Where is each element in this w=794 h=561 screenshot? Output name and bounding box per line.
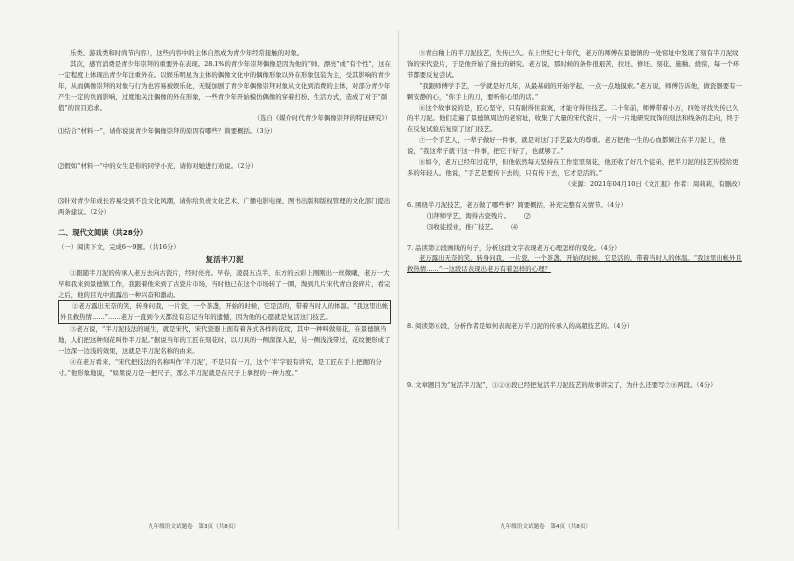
story-paragraph: ⑧如今，老万已经年过花甲，但他依然每天坚持在工作室里刻花，他还收了好几个徒弟，把半刀泥的技艺传授给更多的年轻人。他说，“手艺是要传下去的，只有传下去，它才是活的。” [407,158,739,177]
left-page [58,48,391,379]
story-paragraph: ⑤青白釉上的半刀泥技艺，失传已久。在上世纪七十年代，老万的师傅在景德镇的一处窑址中发现了刻有半刀泥纹饰的宋代瓷片，于是他开始了漫长的研究。老万说，那时候的条件很艰苦，拉坯、修坯、刻花、施釉、烧窑，每一个环节都要反复尝试。 [407,49,740,79]
page-footer-right: 九年级语文试题卷 第4页（共8页） [500,524,592,530]
question-5-1: ⑴结合“材料一”，请你说说青少年偶像崇拜的原因有哪些？简要概括。（3分） [58,127,277,136]
answer-space[interactable] [58,172,391,194]
option-2[interactable]: ⑵ [524,211,531,220]
page-footer-left: 九年级语文试题卷 第3页（共8页） [148,524,240,530]
story-paragraph: ③老万说，“半刀泥技法的诞生，就是宋代，宋代瓷器上面有着各式各样的花纹，其中一种叫做刻花，在景德镇当地，人们把这种刻花叫作半刀泥。”据说当年的工匠在刻花时，以刀具的一侧深深入泥，另一侧浅浅带过，花纹便形成了一边深一边浅的效果，这就是半刀泥名称的由来。 [58,325,391,356]
story-paragraph: ⑥这个故事说的是，匠心坚守，只有耐得住寂寞，才能守得住技艺。二十年前，师傅带着小万，四处寻找失传已久的半刀泥。他们走遍了景德镇周边的老窑址，收集了大量的宋代瓷片，一片一片地研究纹饰的刻法和线条的走向，终于在反复试验后复原了这门技艺。 [407,103,740,134]
answer-space[interactable] [407,275,744,319]
question-8: 8. 阅读第⑥段，分析作者是如何表现老万半刀泥的传承人的高超技艺的。（4分） [407,322,634,331]
story-paragraph-underlined: ②老万露出无奈的笑，转身问我，一片瓷，一个茶盏，开始的时候，它是活的，带着当时人的体温。“我这里出帐外且救热情……”……老万一直到今天都没有忘记当年的遗憾，因为他的心愿就是复活这门技艺。 [58,300,391,324]
question-5-2: ⑵假如“材料一”中的女生是你的同学小充，请你对她进行劝说。（2分） [58,162,258,171]
source-citation: （选自《媒介时代青少年偶像崇拜的特征研究》） [253,114,391,123]
question-6-options [407,211,744,222]
story-title: 复活半刀泥 [205,254,244,264]
question-5-3: ⑶针对青少年成长容易受到不良文化风潮，请你给负责文化艺术、广播电影电视、图书出版和版权管理的文化部门提出两条建议。（2分） [58,197,391,217]
page-fold-divider [398,30,399,530]
question-6-options [407,222,744,233]
option-4[interactable]: ⑷ [511,222,518,231]
question-9: 9. 文章题目为“复活半刀泥”，①②⑧段已经把复活半刀泥技艺的故事讲完了，为什么还要写⑦⑧两段。（4分） [407,381,717,390]
question-7-quote: 老万露出无奈的笑，转身问我，一片瓷，一个茶盏，开始的时候，它是活的，带着当时人的体温。“我这里出帐外且救热情……”一这段话表现出老万有着怎样的心理？ [407,254,742,274]
story-paragraph: ①跟随半刀泥的传承人老万去向古瓷片，经时亮亮。早春，凌晨五点半，东方的云彩上刚刚出一丝微曦，老万一大早和我来到景德镇工作，我跟着他来到了古瓷片市场，当时他已在这个市场转了一圈，淘到几片宋代青白瓷碎片，看完之后，他的目光中流露出一种兴奋和激动。 [58,268,391,299]
question-7: 7. 品读第②段画线的句子，分析这段文字表现老万心理怎样的变化。（4分） [407,243,621,252]
sub-heading: （一）阅读下文，完成6～9题。（共16分） [58,242,180,251]
story-paragraph: “我跟师傅学手艺，一学就是好几年，从最基础的开始学起，一点一点地摸索。”老万说，师傅告诉他，做瓷器要有一颗安静的心，“你手上的刀，要听你心里的话。” [407,81,742,101]
source-citation: （来源：2021年04月10日《文汇报》作者：周莉莉，有删改） [564,179,744,188]
option-3: ⑶收徒授业，推广技艺。 [427,222,498,231]
option-1: ⑴拜师学艺，淘得古瓷残片。 [427,211,511,220]
right-page [407,48,744,391]
answer-space[interactable] [58,137,391,159]
intro-paragraph: 其次，感官消费是青少年崇拜的重要外在表现。28.1%的青少年崇拜偶像是因为他的“帅、漂亮”或“有个性”，这在一定程度上体现出青少年注重外在。以娱乐明星为主体的偶像文化中的偶像形象以外在形象包装为主，受其影响的青少年，从而偶像崇拜的对象与行为也容易被娱乐化，无疑加剧了青少年偶像崇拜对象从文化到消费的主体，对部分青少年产生一定的负面影响，过度地关注偶像的外在形象，一些青少年开始模仿偶像的穿着打扮、生活方式，造成了对于“颜值”的盲目追求。 [58,59,391,112]
answer-space[interactable] [407,332,744,378]
intro-paragraph: 乐类、游戏类和时尚节内容），这些内容中的主体自然成为青少年经常接触的对象。 [70,49,304,57]
story-paragraph: ④在老万看来，“宋代把技法的名称叫作‘半刀泥’，不是只有一刀，这个‘半’字很有讲究，是工匠在手上把握的分寸。”他形象地说，“如果说刀是一把尺子，那么半刀泥就是在尺子上拿捏的一种力度。” [58,357,382,377]
story-paragraph: ⑦一个手艺人，一辈子做好一件事，就是对这门手艺最大的尊重。老万把他一生的心血都倾注在半刀泥上，他说，“我这辈子就干这一件事，把它干好了，也就够了。” [407,136,726,156]
question-6: 6. 围绕半刀泥技艺，老万做了哪些事？简要概括，补充完整有关情节。（4分） [407,200,627,209]
section-heading: 二、现代文阅读（共28分） [58,227,148,237]
